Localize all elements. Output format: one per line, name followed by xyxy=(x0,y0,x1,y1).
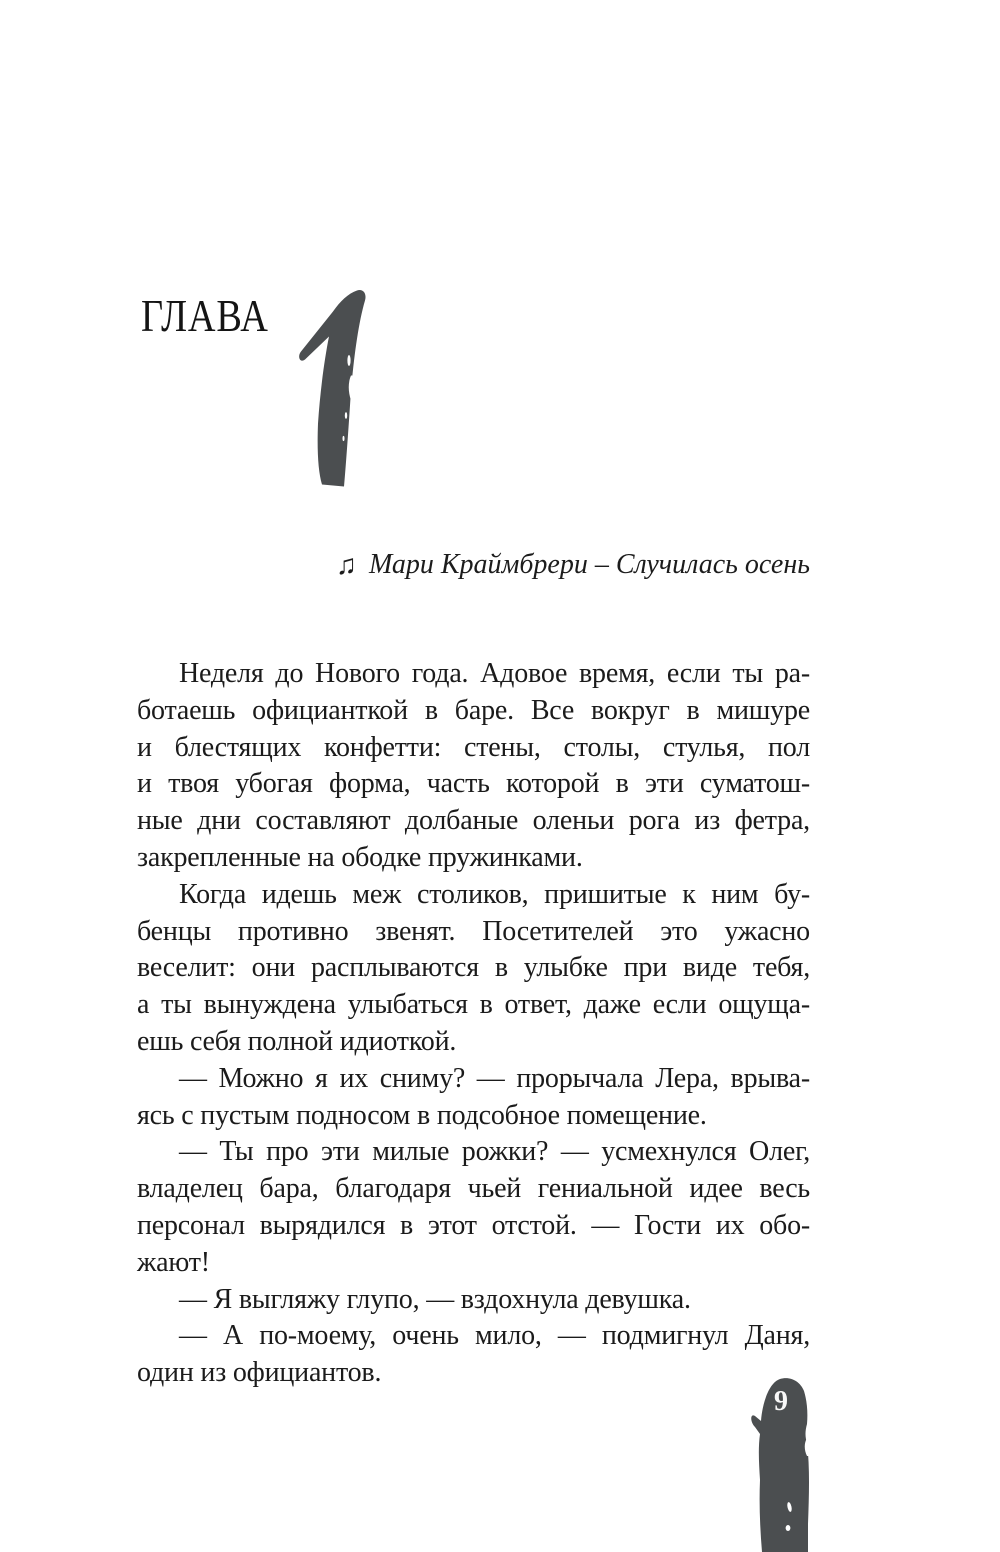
text-line: — Можно я их сниму? — прорычала Лера, врыва- xyxy=(179,1062,810,1094)
text-line: Когда идешь меж столиков, пришитые к ним бу- xyxy=(179,878,810,910)
text-line: и блестящих конфетти: стены, столы, стулья, пол xyxy=(137,731,810,763)
text-line: один из официантов. xyxy=(137,1357,382,1389)
page-number-block xyxy=(750,1376,816,1552)
text-line: — Ты про эти милые рожки? — усмехнулся Олег, xyxy=(179,1136,810,1168)
paragraph xyxy=(137,1061,810,1135)
epigraph xyxy=(137,548,810,582)
text-line: веселит: они расплываются в улыбке при виде тебя, xyxy=(137,952,810,984)
paragraph xyxy=(137,1282,810,1319)
text-line: а ты вынуждена улыбаться в ответ, даже если ощуща- xyxy=(137,989,810,1021)
brush-numeral-one-icon xyxy=(296,287,376,488)
text-line: бенцы противно звенят. Посетителей это ужасно xyxy=(137,915,810,947)
paragraph xyxy=(137,1134,810,1281)
body-text xyxy=(137,656,810,1392)
text-line: ешь себя полной идиоткой. xyxy=(137,1025,457,1057)
text-line: жают! xyxy=(137,1246,210,1278)
paragraph xyxy=(137,877,810,1061)
chapter-number-brush-numeral xyxy=(296,287,376,488)
paragraph xyxy=(137,1318,810,1392)
text-line: закрепленные на ободке пружинками. xyxy=(137,841,583,873)
text-line: персонал вырядился в этот отстой. — Гости их обо- xyxy=(137,1209,810,1241)
music-note-icon: ♫ xyxy=(335,550,357,581)
text-line: — Я выгляжу глупо, — вздохнула девушка. xyxy=(179,1283,691,1315)
text-line: владелец бара, благодаря чьей гениальной идее весь xyxy=(137,1173,810,1205)
chapter-label: ГЛАВА xyxy=(141,291,269,341)
text-line: и твоя убогая форма, часть которой в эти суматош- xyxy=(137,768,810,800)
page-number: 9 xyxy=(774,1386,788,1417)
paragraph xyxy=(137,656,810,877)
text-line: ясь с пустым подносом в подсобное помещение. xyxy=(137,1099,707,1131)
text-line: Неделя до Нового года. Адовое время, если ты ра- xyxy=(179,658,810,689)
text-line: — А по-моему, очень мило, — подмигнул Даня, xyxy=(179,1320,810,1352)
epigraph-text: Мари Краймбрери – Случилась осень xyxy=(368,549,810,580)
text-line: ные дни составляют долбаные оленьи рога из фетра, xyxy=(137,805,810,837)
text-line: ботаешь официанткой в баре. Все вокруг в мишуре xyxy=(137,694,810,726)
